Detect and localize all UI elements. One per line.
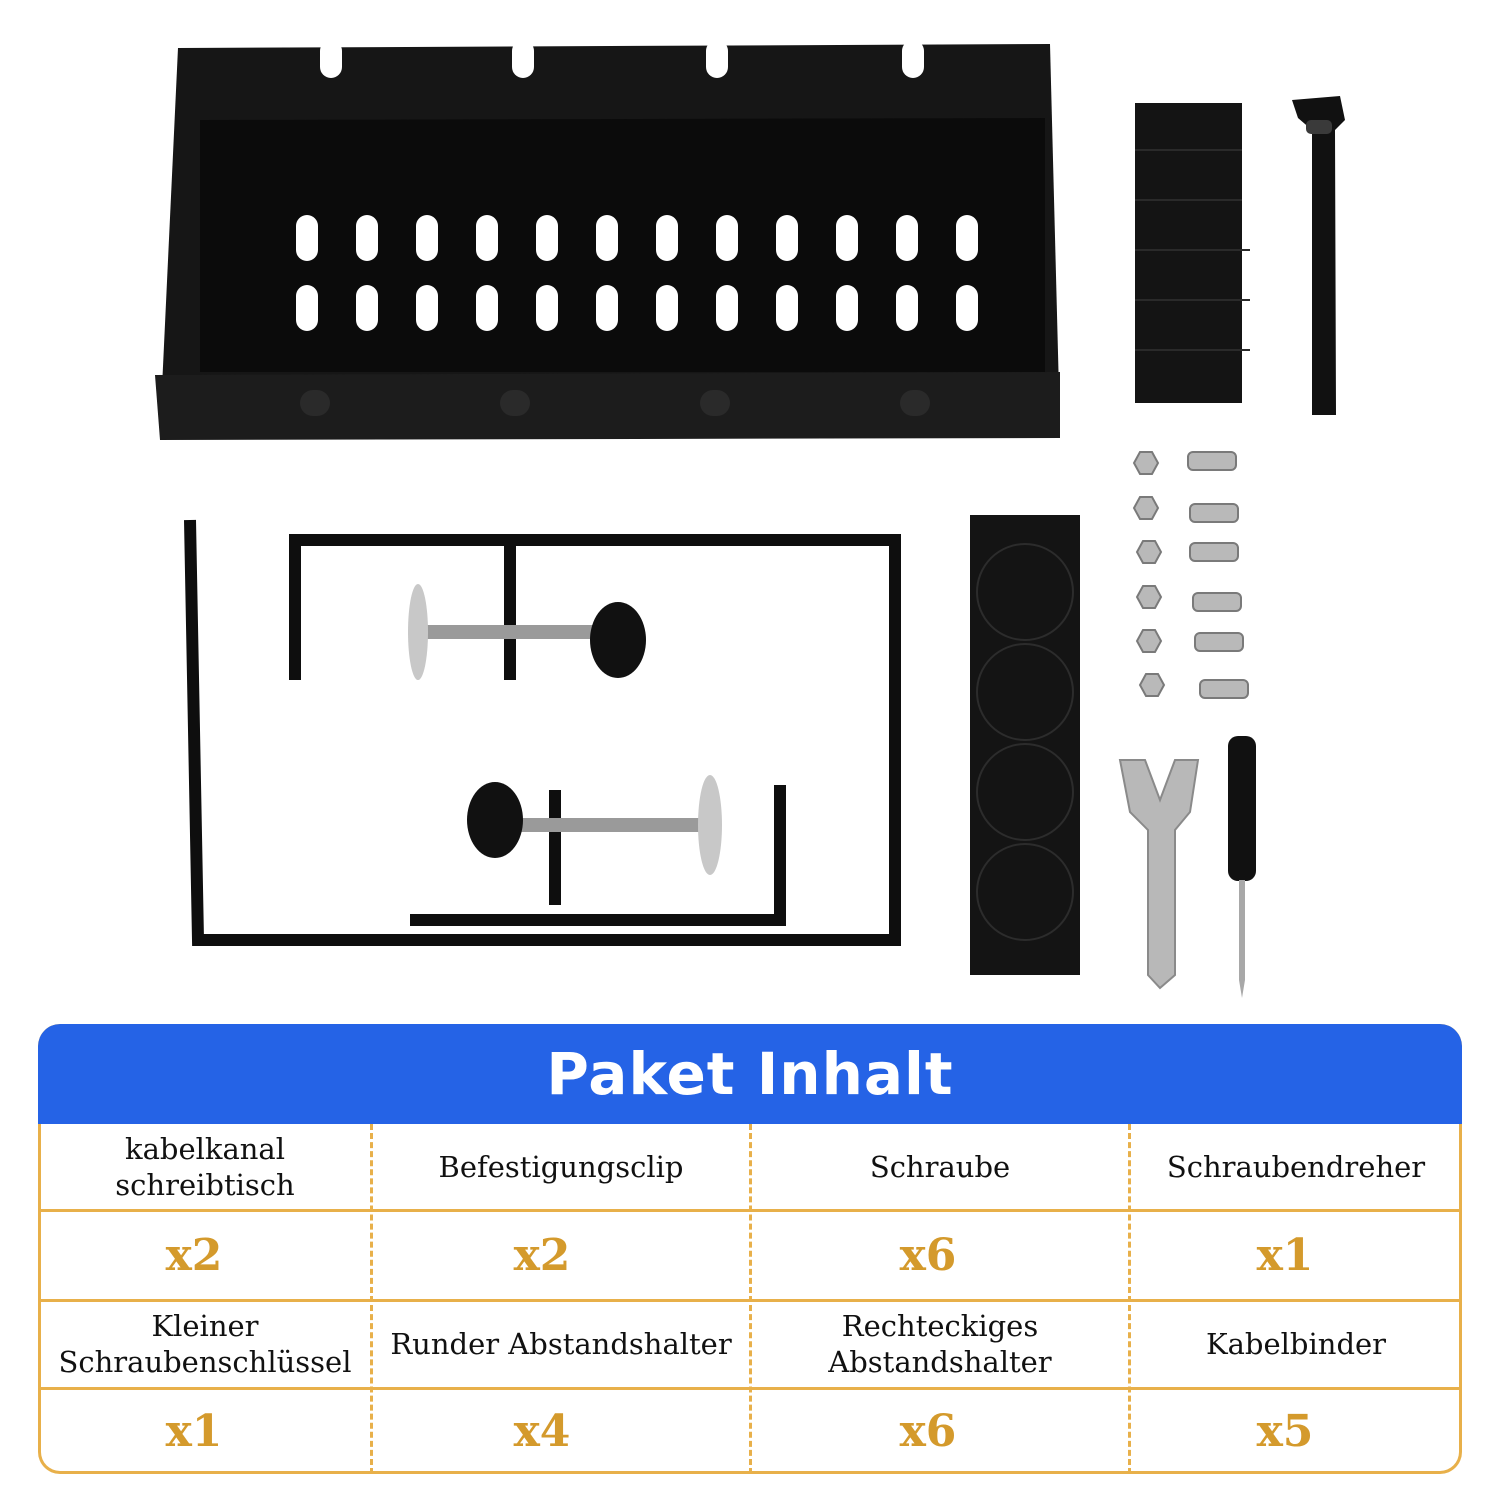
package-contents-panel <box>38 1024 1462 1474</box>
title-banner <box>38 1024 1462 1124</box>
screwdriver-image <box>1228 736 1256 998</box>
contents-table <box>38 1124 1462 1474</box>
item-label: Rechteckiges Abstandshalter <box>828 1309 1052 1379</box>
item-label: Schraube <box>869 1150 1011 1184</box>
item-label: Runder Abstandshalter <box>390 1327 732 1361</box>
item-label: Befestigungsclip <box>438 1150 684 1184</box>
item-quantity: x2 <box>513 1229 571 1281</box>
cable-tie-image <box>1292 96 1345 415</box>
item-quantity: x1 <box>1256 1229 1314 1281</box>
cable-tray-image <box>155 40 1060 440</box>
item-label: Kleiner Schraubenschlüssel <box>58 1309 352 1379</box>
item-quantity: x5 <box>1256 1405 1314 1457</box>
item-quantity: x4 <box>513 1405 571 1457</box>
item-label: Schraubendreher <box>1166 1150 1426 1184</box>
item-label: Kabelbinder <box>1205 1327 1387 1361</box>
item-quantity: x2 <box>165 1229 223 1281</box>
item-quantity: x1 <box>165 1405 223 1457</box>
panel-title: Paket Inhalt <box>546 1040 954 1108</box>
item-quantity: x6 <box>899 1229 957 1281</box>
screws-image <box>1134 452 1248 698</box>
clamp-screws-image <box>408 584 722 875</box>
wrench-image <box>1120 760 1198 988</box>
mounting-clip-image <box>190 520 895 940</box>
item-quantity: x6 <box>899 1405 957 1457</box>
item-label: kabelkanal schreibtisch <box>115 1132 295 1202</box>
rectangular-spacer-image <box>1135 103 1250 403</box>
round-spacer-image <box>970 515 1080 975</box>
